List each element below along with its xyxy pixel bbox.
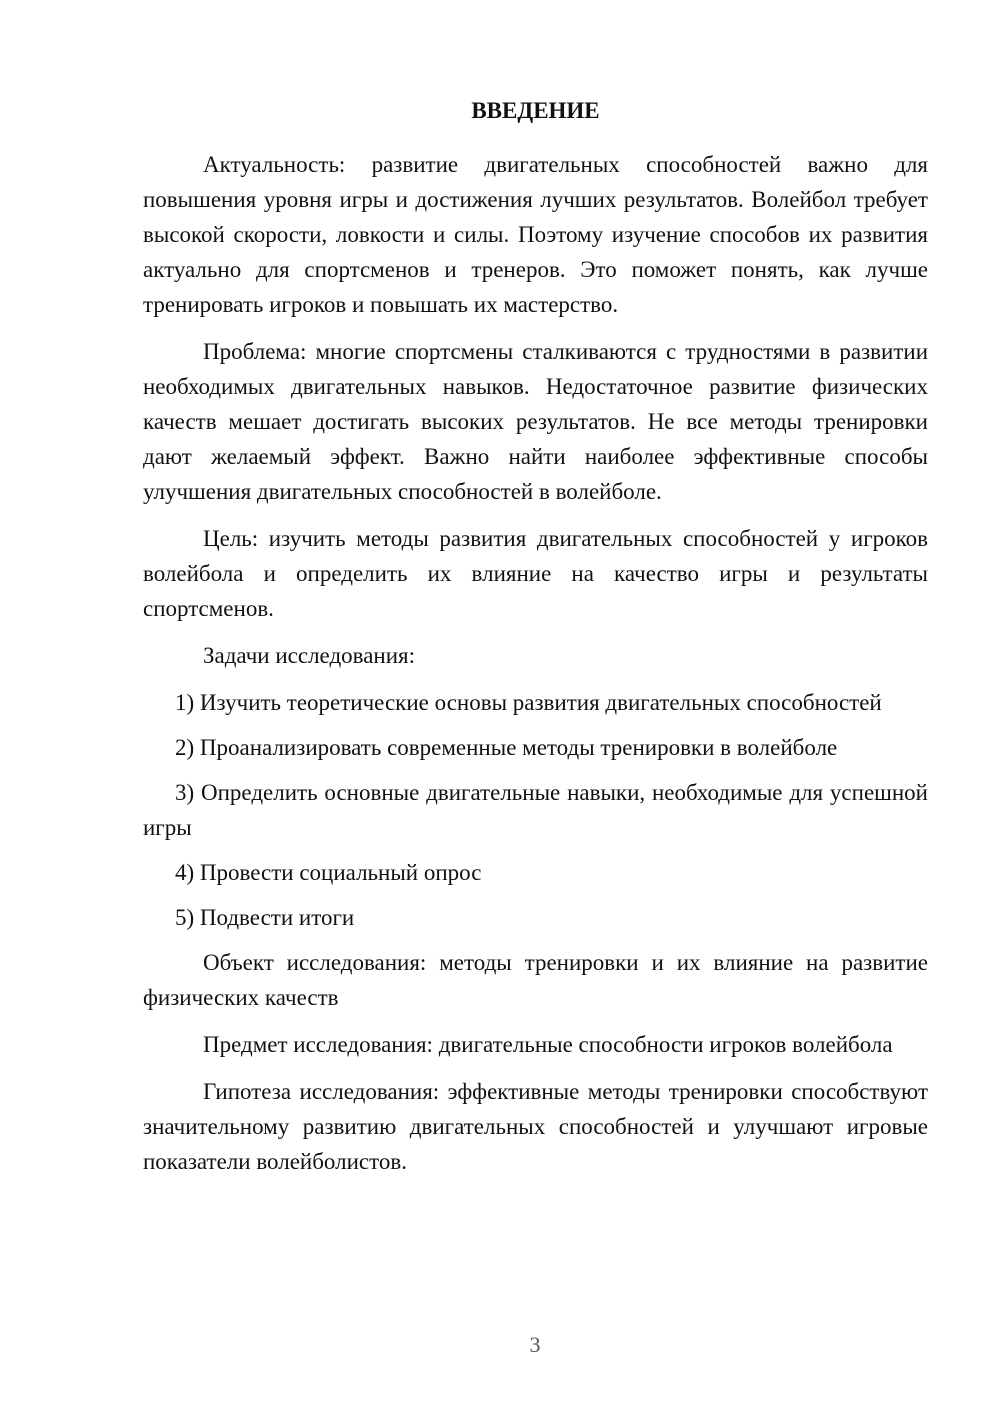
list-item: 3) Определить основные двигательные навыки, необходимые для успешной игры [143, 780, 928, 840]
goal-paragraph: Цель: изучить методы развития двигательных способностей у игроков волейбола и определить их влияние на качество игры и результаты спортсменов. [143, 526, 928, 621]
hypothesis-paragraph: Гипотеза исследования: эффективные методы тренировки способствуют значительному развитию двигательных способностей и улучшают игровые показатели волейболистов. [143, 1079, 928, 1174]
list-item: 1) Изучить теоретические основы развития двигательных способностей [175, 690, 882, 715]
relevance-paragraph: Актуальность: развитие двигательных способностей важно для повышения уровня игры и достижения лучших результатов. Волейбол требует высокой скорости, ловкости и силы. Поэтому изучение способов их развития актуально для спортсменов и тренеров. Это поможет понять, как лучше тренировать игроков и повышать их мастерство. [143, 152, 928, 317]
section-title: ВВЕДЕНИЕ [471, 98, 600, 123]
document-body [143, 96, 928, 1191]
list-item: 4) Провести социальный опрос [175, 860, 482, 885]
tasks-heading: Задачи исследования: [203, 643, 416, 668]
page-number: 3 [529, 1332, 541, 1357]
object-paragraph: Объект исследования: методы тренировки и их влияние на развитие физических качеств [143, 950, 928, 1010]
problem-paragraph: Проблема: многие спортсмены сталкиваются с трудностями в развитии необходимых двигательных навыков. Недостаточное развитие физических качеств мешает достигать высоких результатов. Не все методы тренировки дают желаемый эффект. Важно найти наиболее эффективные способы улучшения двигательных способностей в волейболе. [143, 339, 928, 504]
tasks-list [143, 685, 928, 935]
list-item: 2) Проанализировать современные методы тренировки в волейболе [175, 735, 838, 760]
subject-paragraph: Предмет исследования: двигательные способности игроков волейбола [203, 1032, 893, 1057]
list-item: 5) Подвести итоги [175, 905, 355, 930]
